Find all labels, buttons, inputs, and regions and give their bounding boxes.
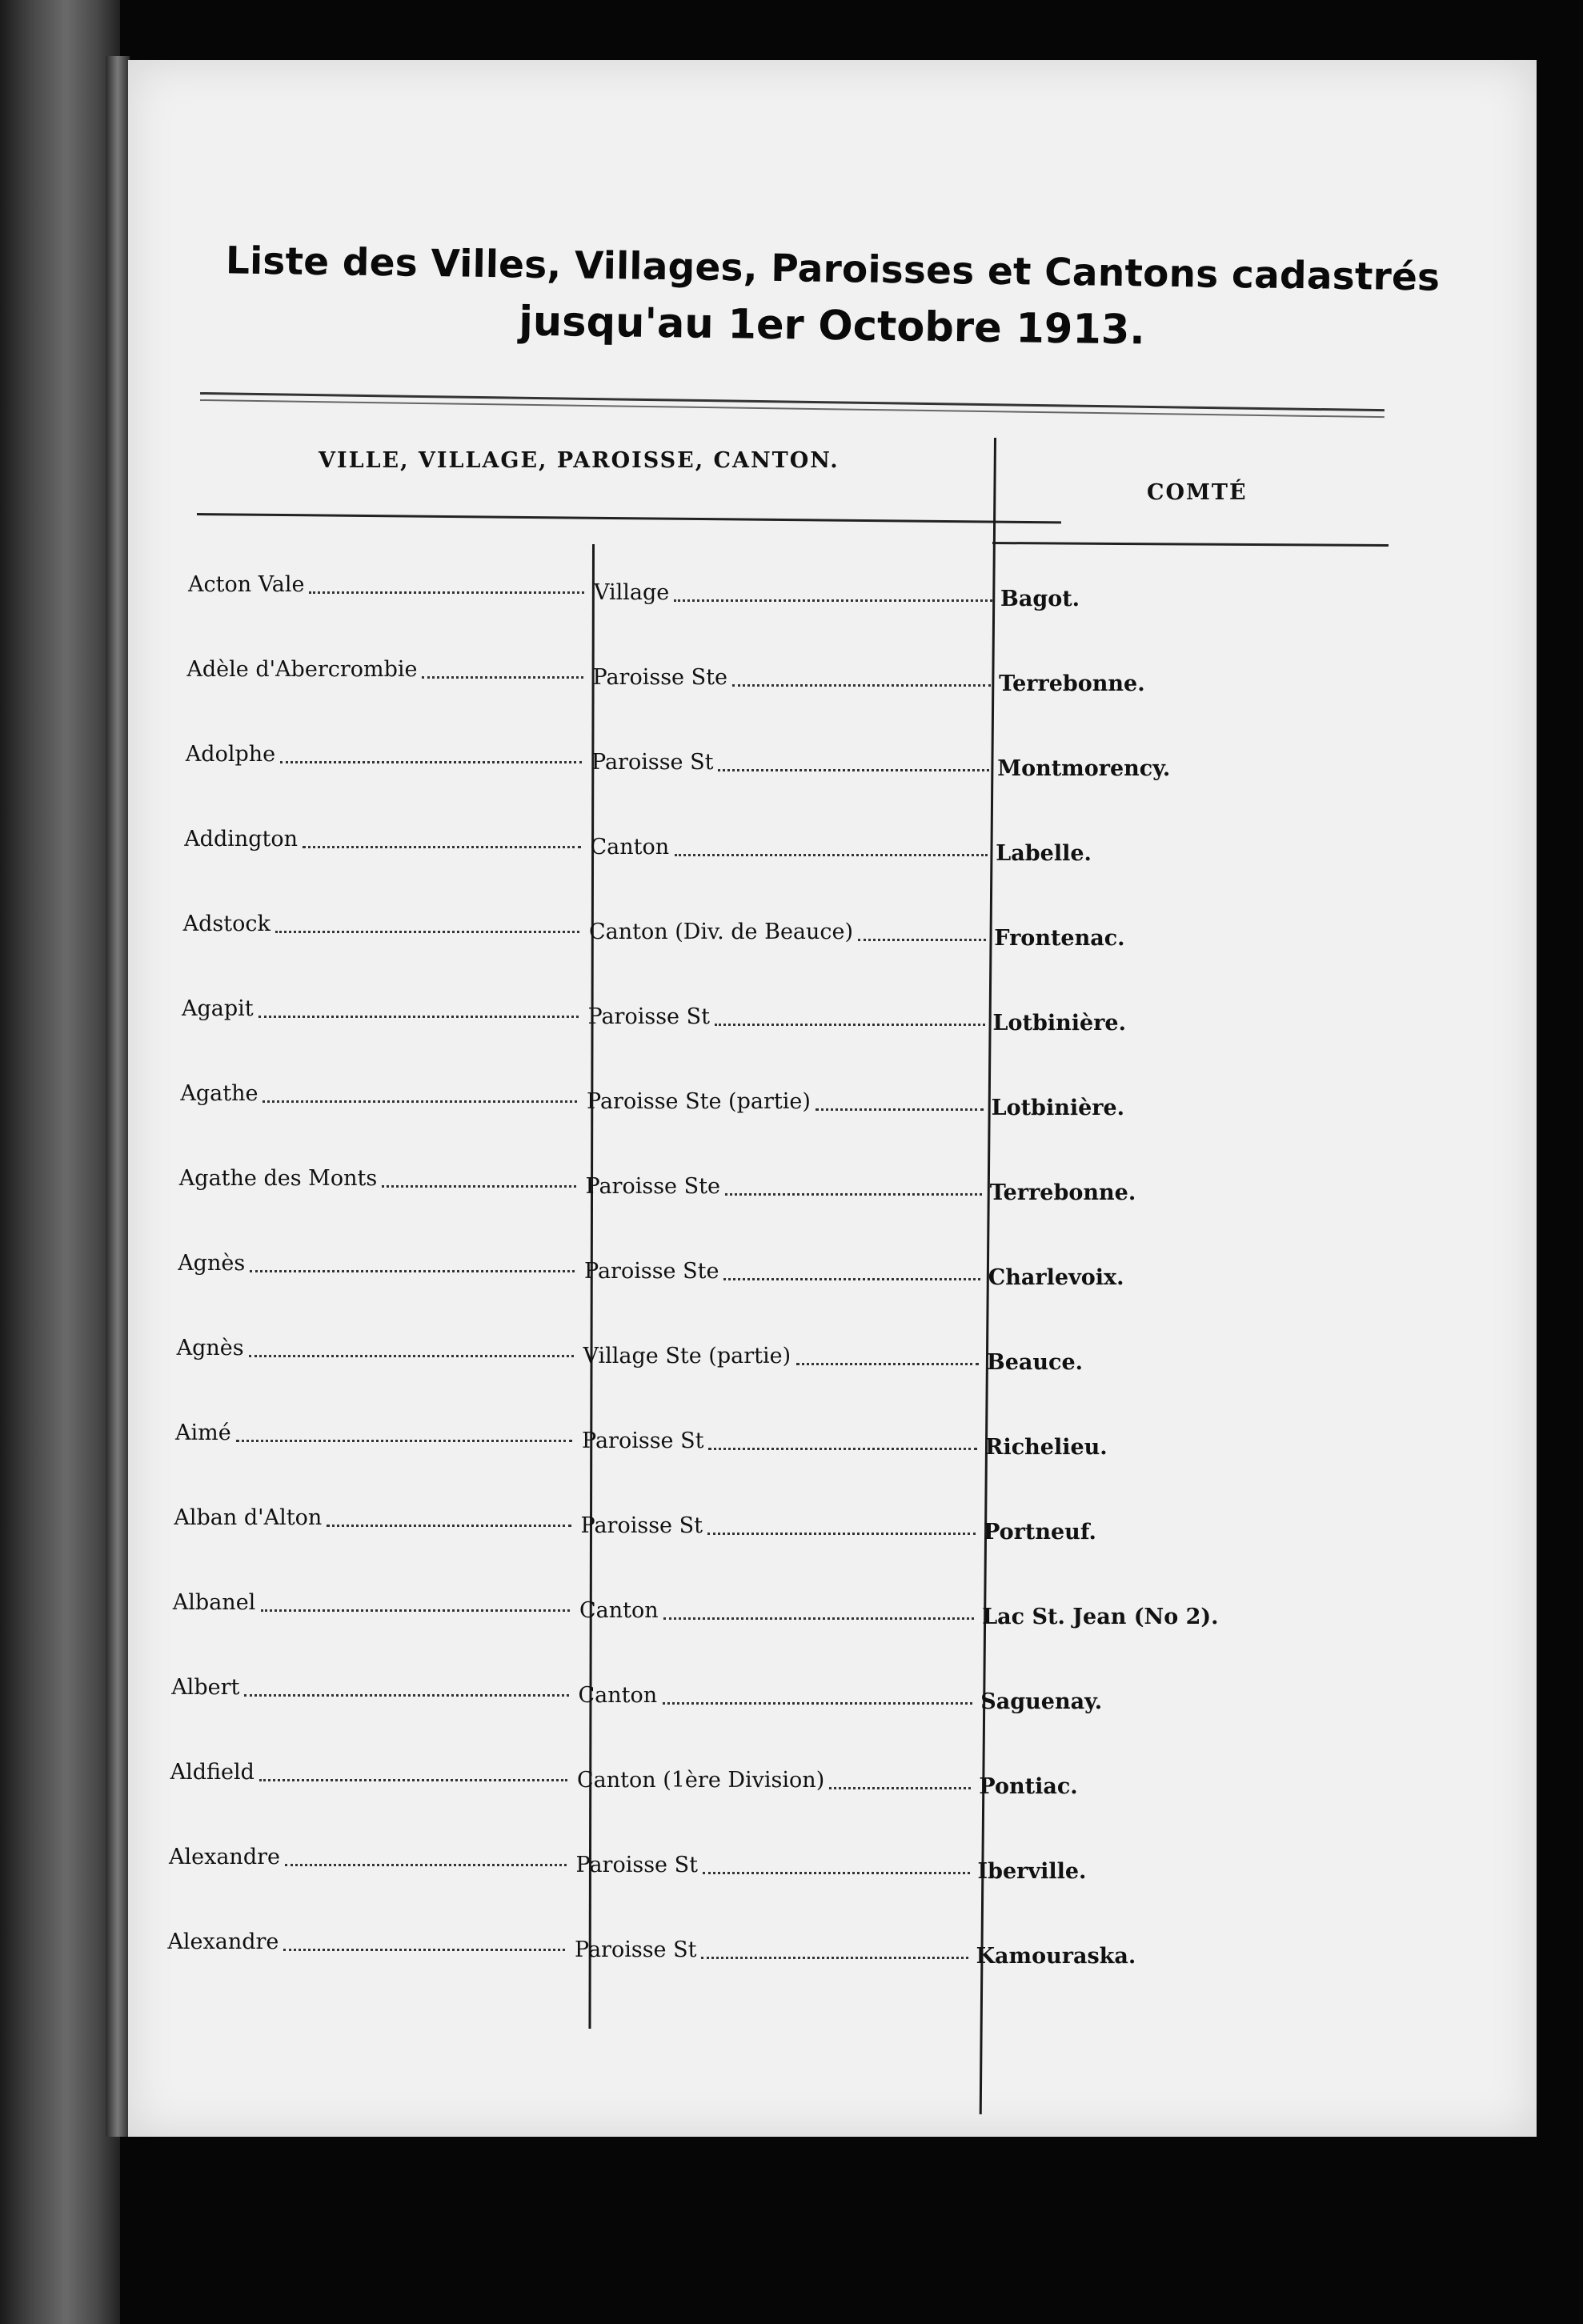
county-name: Terrebonne.: [999, 671, 1145, 696]
county-name: Montmorency.: [997, 756, 1171, 781]
dot-leader: [701, 1957, 968, 1959]
dot-leader: [259, 1779, 567, 1781]
dot-leader: [309, 591, 584, 594]
place-name: Albert: [171, 1675, 240, 1700]
county-name: Terrebonne.: [989, 1180, 1136, 1205]
place-type: Paroisse St: [575, 1853, 698, 1877]
dot-leader: [663, 1702, 972, 1705]
place-name: Agnès: [176, 1336, 244, 1360]
county-name: Lotbinière.: [991, 1096, 1125, 1120]
dot-leader: [261, 1609, 570, 1612]
place-type: Paroisse St: [591, 750, 714, 775]
place-name: Adolphe: [185, 742, 276, 767]
place-name: Agnès: [178, 1251, 246, 1276]
dot-leader: [258, 1016, 579, 1018]
dot-leader: [723, 1278, 980, 1280]
county-name: Bagot.: [1000, 587, 1080, 611]
dot-leader: [732, 684, 991, 687]
dot-leader: [280, 761, 582, 763]
dot-leader: [703, 1872, 970, 1874]
county-name: Frontenac.: [994, 926, 1125, 951]
place-name: Alban d'Alton: [174, 1505, 323, 1530]
dot-leader: [663, 1617, 974, 1620]
place-name: Addington: [184, 827, 299, 851]
dot-leader: [675, 854, 988, 856]
place-type: Paroisse Ste: [584, 1259, 719, 1284]
county-name: Iberville.: [977, 1859, 1087, 1884]
place-name: Agathe: [180, 1081, 258, 1106]
dot-leader: [327, 1525, 571, 1527]
county-name: Portneuf.: [984, 1520, 1096, 1545]
place-type: Canton (Div. de Beauce): [589, 920, 854, 944]
dot-leader: [244, 1694, 569, 1697]
place-name: Agapit: [182, 996, 254, 1021]
dot-leader: [718, 769, 989, 771]
county-name: Charlevoix.: [988, 1265, 1124, 1290]
title-line-2: jusqu'au 1er Octobre 1913.: [518, 298, 1146, 355]
place-type: Paroisse Ste: [585, 1174, 720, 1199]
book-binding: [0, 0, 120, 2324]
county-name: Pontiac.: [979, 1774, 1078, 1799]
place-name: Adèle d'Abercrombie: [186, 657, 418, 682]
dot-leader: [796, 1363, 979, 1365]
dot-leader: [275, 931, 579, 933]
dot-leader: [715, 1024, 985, 1026]
place-type: Canton: [590, 835, 670, 859]
place-type: Paroisse St: [587, 1004, 710, 1029]
dot-leader: [422, 676, 583, 679]
dot-leader: [708, 1448, 977, 1450]
dot-leader: [285, 1864, 567, 1866]
dot-leader: [674, 599, 992, 602]
place-name: Aimé: [175, 1420, 231, 1445]
place-type: Paroisse Ste: [592, 665, 727, 690]
place-type: Village Ste (partie): [583, 1344, 792, 1368]
place-type: Paroisse St: [575, 1937, 697, 1962]
place-name: Agathe des Monts: [178, 1166, 378, 1191]
place-name: Alexandre: [169, 1845, 280, 1869]
dot-leader: [262, 1100, 577, 1103]
county-name: Labelle.: [996, 841, 1092, 866]
dot-leader: [303, 846, 581, 848]
dot-leader: [249, 1355, 574, 1357]
place-type: Paroisse St: [580, 1513, 703, 1538]
county-name: Kamouraska.: [976, 1944, 1136, 1969]
dot-leader: [250, 1270, 575, 1272]
dot-leader: [382, 1185, 576, 1188]
dot-leader: [707, 1533, 976, 1535]
dot-leader: [725, 1193, 982, 1196]
dot-leader: [829, 1787, 971, 1789]
place-type: Paroisse Ste (partie): [587, 1089, 811, 1114]
place-name: Adstock: [182, 912, 271, 936]
dot-leader: [236, 1440, 572, 1442]
record-list: [128, 60, 1537, 2137]
binding-edge: [106, 56, 130, 2137]
place-type: Paroisse St: [582, 1428, 704, 1453]
dot-leader: [858, 939, 986, 941]
dot-leader: [283, 1949, 565, 1951]
place-name: Albanel: [172, 1590, 256, 1615]
county-name: Lac St. Jean (No 2).: [982, 1605, 1219, 1629]
county-name: Saguenay.: [980, 1689, 1103, 1714]
title-line-1: Liste des Villes, Villages, Paroisses et Cantons cadastrés: [225, 238, 1441, 300]
county-name: Lotbinière.: [992, 1011, 1126, 1036]
place-name: Alexandre: [167, 1929, 279, 1954]
document-page: [128, 60, 1537, 2137]
place-type: Canton: [579, 1598, 659, 1623]
county-name: Beauce.: [986, 1350, 1084, 1375]
place-type: Canton (1ère Division): [577, 1768, 825, 1793]
place-name: Aldfield: [170, 1760, 254, 1785]
dot-leader: [816, 1108, 984, 1111]
place-name: Acton Vale: [188, 572, 305, 597]
place-type: Canton: [578, 1683, 658, 1708]
column-header-county: COMTÉ: [1147, 480, 1248, 505]
county-name: Richelieu.: [985, 1435, 1108, 1460]
place-type: Village: [594, 580, 670, 605]
column-header-place: VILLE, VILLAGE, PAROISSE, CANTON.: [319, 448, 840, 473]
